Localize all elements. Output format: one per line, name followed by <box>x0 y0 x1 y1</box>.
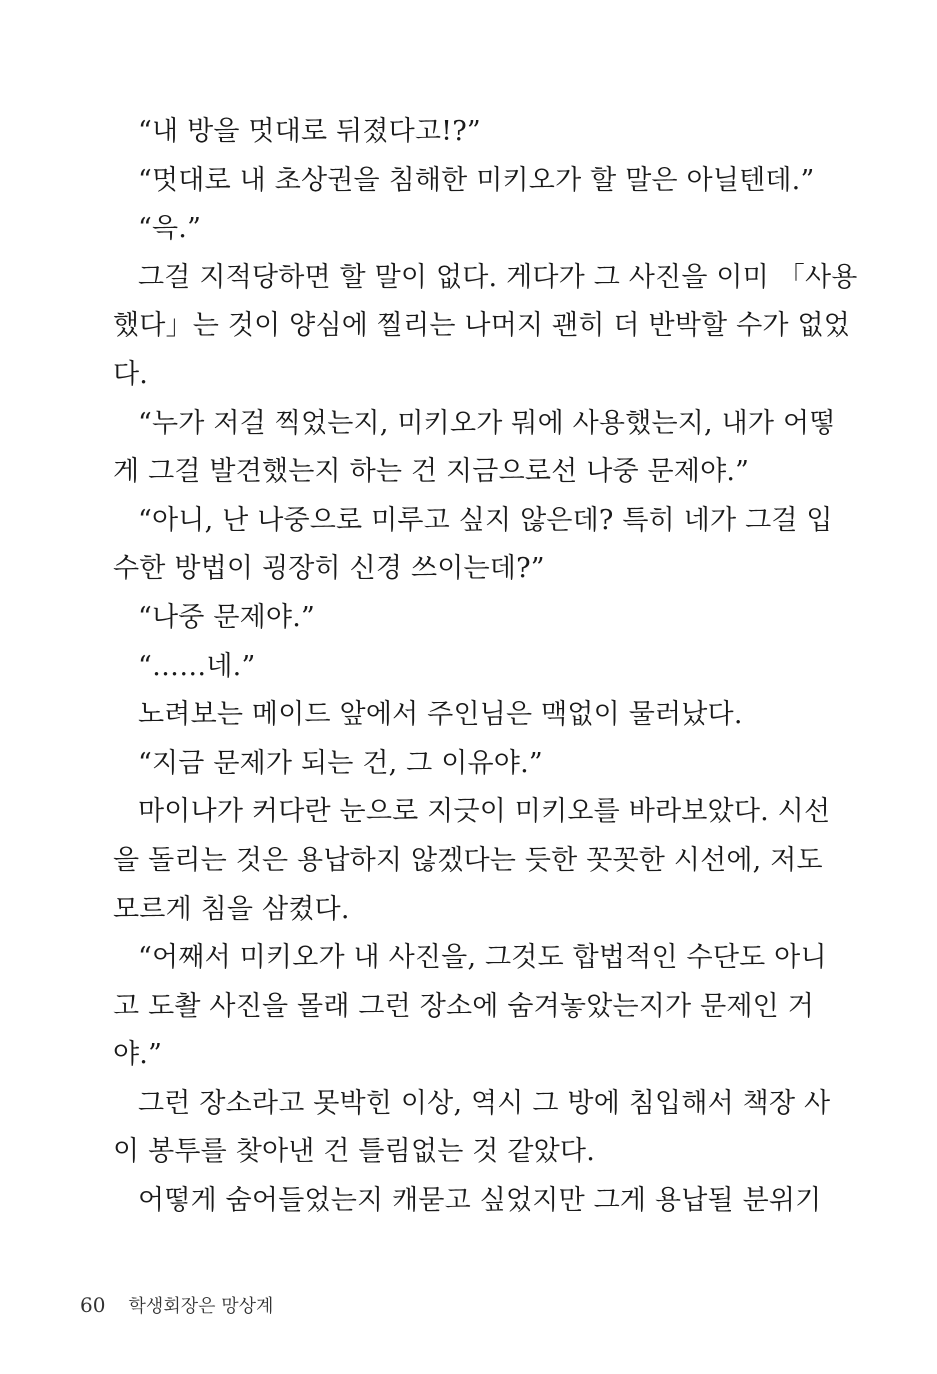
text-line: “내 방을 멋대로 뒤졌다고!?” <box>138 116 481 147</box>
running-title: 학생회장은 망상계 <box>128 1296 274 1317</box>
text-line: 게 그걸 발견했는지 하는 건 지금으로선 나중 문제야.” <box>113 456 750 488</box>
body-text <box>113 108 858 1226</box>
page-number: 60 <box>80 1293 106 1317</box>
text-line: “나중 문제야.” <box>138 601 315 633</box>
text-line: 어떻게 숨어들었는지 캐묻고 싶었지만 그게 용납될 분위기 <box>138 1185 822 1217</box>
text-line: 노려보는 메이드 앞에서 주인님은 맥없이 물러났다. <box>138 699 743 731</box>
text-line: 을 돌리는 것은 용납하지 않겠다는 듯한 꼿꼿한 시선에, 저도 <box>113 844 823 876</box>
text-line: 그걸 지적당하면 할 말이 없다. 게다가 그 사진을 이미 「사용 <box>138 261 858 293</box>
text-line: “지금 문제가 되는 건, 그 이유야.” <box>138 747 543 779</box>
text-line: 그런 장소라고 못박힌 이상, 역시 그 방에 침입해서 책장 사 <box>138 1087 831 1119</box>
text-line: “누가 저걸 찍었는지, 미키오가 뭐에 사용했는지, 내가 어떻 <box>138 407 836 439</box>
text-line: 고 도촬 사진을 몰래 그런 장소에 숨겨놓았는지가 문제인 거 <box>113 990 815 1022</box>
text-line: 야.” <box>113 1039 163 1071</box>
text-line: 마이나가 커다란 눈으로 지긋이 미키오를 바라보았다. 시선 <box>138 796 831 828</box>
text-line: 모르게 침을 삼켰다. <box>113 893 350 925</box>
page-footer <box>80 1290 273 1320</box>
text-line: “멋대로 내 초상권을 침해한 미키오가 할 말은 아닐텐데.” <box>138 164 815 196</box>
text-line: 수한 방법이 굉장히 신경 쓰이는데?” <box>113 553 545 585</box>
text-line: 이 봉투를 찾아낸 건 틀림없는 것 같았다. <box>113 1136 595 1168</box>
text-line: “……네.” <box>138 650 256 682</box>
text-line: “어째서 미키오가 내 사진을, 그것도 합법적인 수단도 아니 <box>138 942 827 974</box>
text-line: 했다」는 것이 양심에 찔리는 나머지 괜히 더 반박할 수가 없었 <box>113 310 851 342</box>
text-line: “아니, 난 나중으로 미루고 싶지 않은데? 특히 네가 그걸 입 <box>138 504 833 536</box>
text-line: “윽.” <box>138 213 202 245</box>
text-line: 다. <box>113 358 149 390</box>
